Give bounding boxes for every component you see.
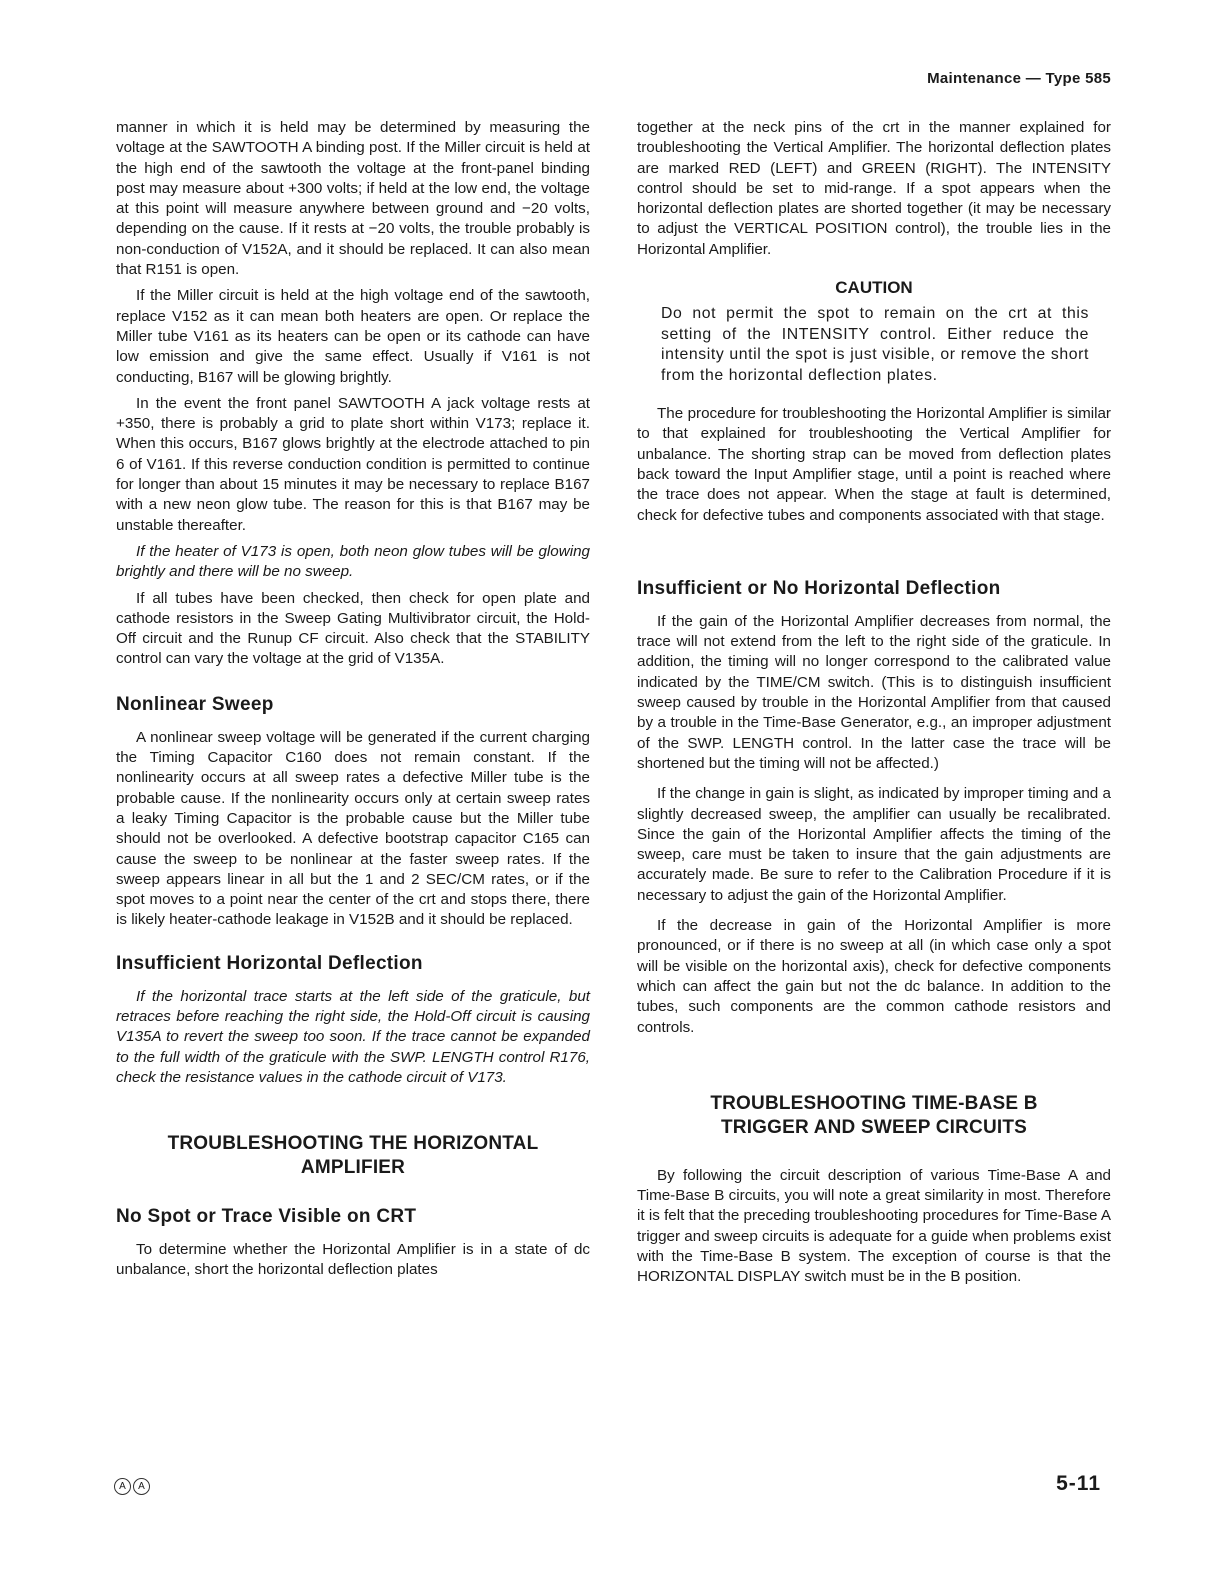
caution-text: Do not permit the spot to remain on the crt at this setting of the INTENSITY control. Either reduce the intensity until the spot is just visible, or remove the short from the horizontal deflection plates. [661, 305, 1089, 384]
paragraph: If the change in gain is slight, as indicated by improper timing and a slightly decreased sweep, the amplifier can usually be recalibrated. Since the gain of the Horizontal Amplifier affects the timing of the sweep, care must be taken to insure that the gain adjustments are accurately made. Be sure to refer to the Calibration Procedure if it is necessary to adjust the gain of the Horizontal Amplifier. [637, 785, 1111, 904]
paragraph: A nonlinear sweep voltage will be generated if the current charging the Timing Capacitor C160 does not remain constant. If the nonlinearity occurs at all sweep rates a defective Miller tube is the probable cause. If the nonlinearity occurs only at certain sweep rates a leaky Timing Capacitor is the probable cause but the Miller tube should not be overlooked. A defective bootstrap capacitor C165 can cause the sweep to be nonlinear at the faster sweep rates. If the sweep appears linear in all but the 1 and 2 SEC/CM rates, or if the spot moves to a point near the center of the crt and stops there, there is likely heater-cathode leakage in V152B and it should be replaced. [116, 728, 590, 929]
caution-box [637, 278, 1111, 386]
running-header: Maintenance — Type 585 [927, 70, 1111, 87]
caution-title: CAUTION [835, 278, 913, 298]
paragraph: If the horizontal trace starts at the left side of the graticule, but retraces before reaching the right side, the Hold-Off circuit is causing V135A to revert the sweep too soon. If the trace cannot be expanded to the full width of the graticule with the SWP. LENGTH control R176, check the resistance values in the cathode circuit of V173. [116, 987, 590, 1086]
paragraph: manner in which it is held may be determined by measuring the voltage at the SAWTOOTH A binding post. If the Miller circuit is held at the high end of the sawtooth the voltage at the front-panel binding post may measure about +300 volts; if held at the low end, the voltage at this point will measure anywhere between ground and −20 volts, depending on the cause. If it rests at −20 volts, the trouble probably is non-conduction of V152A, and it should be replaced. It can also mean that R151 is open. [116, 119, 590, 279]
paragraph: together at the neck pins of the crt in the manner explained for troubleshooting the Vertical Amplifier. The horizontal deflection plates are marked RED (LEFT) and GREEN (RIGHT). The INTENSITY control should be set to mid-range. If a spot appears when the horizontal deflection plates are shorted together (it may be necessary to adjust the VERTICAL POSITION control), the trouble lies in the Horizontal Amplifier. [637, 119, 1111, 258]
paragraph: In the event the front panel SAWTOOTH A jack voltage rests at +350, there is probably a grid to plate short within V173; replace it. When this occurs, B167 glows brightly at the electrode attached to pin 6 of V161. If this reverse conduction condition is permitted to continue for longer than about 15 minutes it may be necessary to replace B167 with a new neon glow tube. The reason for this is that B167 may be unstable thereafter. [116, 394, 590, 534]
page-number: 5-11 [1056, 1472, 1101, 1495]
circled-letter: A [114, 1478, 131, 1495]
paragraph: If the heater of V173 is open, both neon glow tubes will be glowing brightly and there will be no sweep. [116, 542, 590, 581]
major-heading-line: TRIGGER AND SWEEP CIRCUITS [720, 1116, 1028, 1138]
section-heading-insufficient-horizontal-deflection: Insufficient Horizontal Deflection [116, 952, 423, 974]
paragraph: By following the circuit description of various Time-Base A and Time-Base B circuits, you will note a great similarity in most. Therefore it is felt that the preceding troubleshooting procedures for Time-Base A trigger and sweep circuits is adequate for a guide when problems exist with the Time-Base B system. The exception of course is that the HORIZONTAL DISPLAY switch must be in the B position. [637, 1166, 1111, 1286]
section-heading-nonlinear-sweep: Nonlinear Sweep [116, 693, 274, 715]
paragraph: To determine whether the Horizontal Amplifier is in a state of dc unbalance, short the horizontal deflection plates [116, 1241, 590, 1279]
paragraph: If the gain of the Horizontal Amplifier decreases from normal, the trace will not extend from the left to the right side of the graticule. In addition, the timing will no longer correspond to the calibrated value indicated by the TIME/CM switch. (This is to distinguish insufficient sweep caused by trouble in the Horizontal Amplifier from that caused by a trouble in the Time-Base Generator, e.g., an improper adjustment of the SWP. LENGTH control. In the latter case the trace will be shortened but the timing will not be affected.) [637, 612, 1111, 772]
major-heading-troubleshooting-time-base-b [637, 1092, 1111, 1140]
circled-letter: A [133, 1478, 150, 1495]
section-heading-no-spot-or-trace: No Spot or Trace Visible on CRT [116, 1206, 417, 1228]
major-heading-line: TROUBLESHOOTING TIME-BASE B [710, 1092, 1038, 1114]
major-heading-troubleshooting-horizontal-amplifier [116, 1132, 590, 1180]
paragraph: If the decrease in gain of the Horizontal Amplifier is more pronounced, or if there is no sweep at all (in which case only a spot will be visible on the horizontal axis), check for defective components which can affect the gain but not the dc balance. In addition to the tubes, such components are the common cathode resistors and controls. [637, 917, 1111, 1036]
section-heading-insufficient-or-no-horizontal-deflection: Insufficient or No Horizontal Deflection [637, 577, 1001, 599]
major-heading-line: AMPLIFIER [300, 1157, 406, 1179]
paragraph: If all tubes have been checked, then check for open plate and cathode resistors in the Sweep Gating Multivibrator circuit, the Hold-Off circuit and the Runup CF circuit. Also check that the STABILITY control can vary the voltage at the grid of V135A. [116, 589, 590, 668]
left-column [116, 118, 590, 1287]
revision-mark [114, 1478, 150, 1495]
paragraph: If the Miller circuit is held at the high voltage end of the sawtooth, replace V152 as it can mean both heaters are open. Or replace the Miller tube V161 as its heaters can be open or its cathode can have low emission and give the same effect. Usually if V161 is not conducting, B167 will be glowing brightly. [116, 287, 590, 386]
major-heading-line: TROUBLESHOOTING THE HORIZONTAL [167, 1133, 539, 1155]
paragraph: The procedure for troubleshooting the Horizontal Amplifier is similar to that explained for troubleshooting the Vertical Amplifier for unbalance. The shorting strap can be moved from deflection plates back toward the Input Amplifier stage, until a point is reached where the trace does not appear. When the stage at fault is determined, check for defective tubes and components associated with that stage. [637, 405, 1111, 524]
right-column [637, 118, 1111, 1294]
